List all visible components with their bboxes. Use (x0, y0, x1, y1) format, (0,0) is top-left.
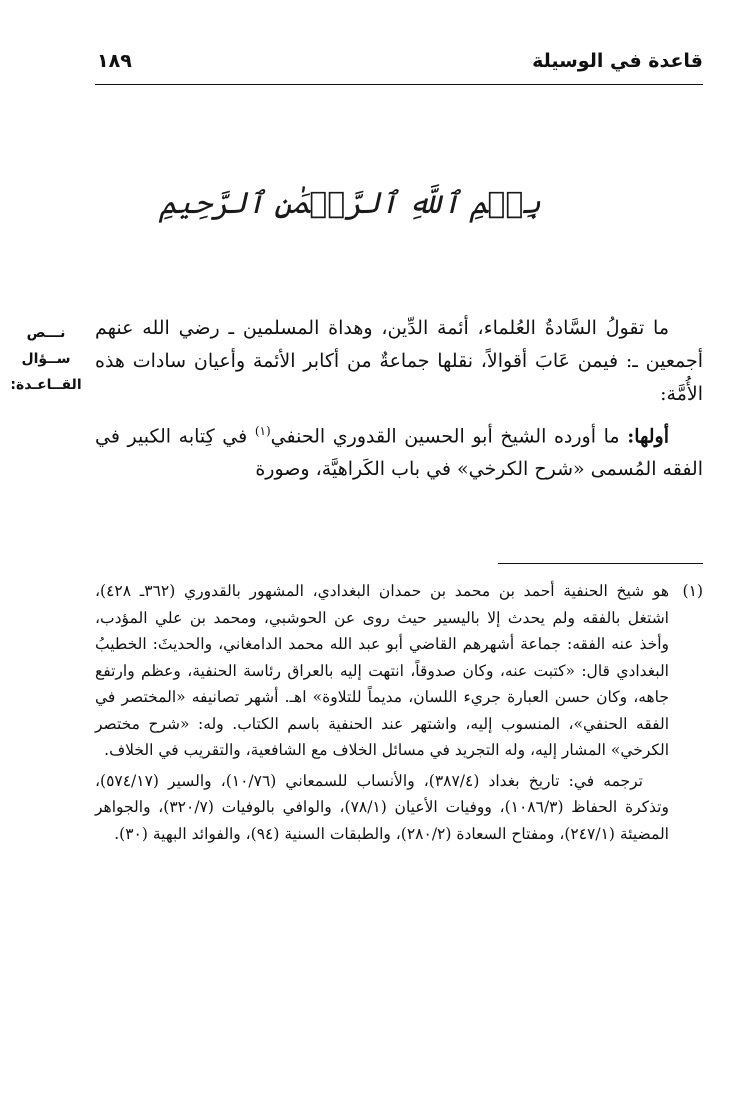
footnote-marker: (١) (254, 424, 271, 438)
intro-paragraph: ما تقولُ السَّادةُ العُلماء، أئمة الدِّين، وهداة المسلمين ـ رضي الله عنهم أجمعين ـ: فيمن عَابَ أقوالاً، نقلها جماعةٌ من أكابر الأئمة وأعيان سادات هذه الأُمَّة: (95, 317, 703, 405)
running-title: قاعدة في الوسيلة (532, 50, 703, 72)
margin-note-line-1: نـــص (26, 325, 66, 341)
margin-note-line-2: ســؤال (21, 351, 71, 367)
footnote-1-text: هو شيخ الحنفية أحمد بن محمد بن حمدان البغدادي، المشهور بالقدوري (٣٦٢ـ ٤٢٨)، اشتغل بالفقه ولم يحدث إلا باليسير حيث روى عن الحوشبي، ومحمد بن علي المؤدب، وأخذ عنه الفقه: جماعة أشهرهم القاضي أبو عبد الله محمد الدامغاني، والحديثَ: الخطيبُ البغدادي قال: «كتبت عنه، وكان صدوقاً، انتهت إليه بالعراق رئاسة الحنفية، وعظم وارتفع جاهه، وكان حسن العبارة جريء اللسان، مديماً للتلاوة» اهـ. أشهر تصانيفه «المختصر في الفقه الحنفي»، المنسوب إليه، واشتهر عند الحنفية باسم الكتاب. وله: «شرح مختصر الكرخي» المشار إليه، وله التجريد في مسائل الخلاف مع الشافعية، والتقريب في الخلاف. (95, 582, 670, 759)
first-item-text-b: في كِتابه الكبير في الفقه المُسمى «شرح الكرخي» في باب الكَراهيَّة، وصورة (95, 425, 703, 481)
first-item-label: أولها: (627, 425, 669, 448)
basmala: بِسۡمِ ٱللَّهِ ٱلرَّحۡمَٰنِ ٱلرَّحِيمِ (159, 186, 541, 221)
footnote-1 (95, 578, 703, 764)
footnote-1-references: ترجمه في: تاريخ بغداد (٣٨٧/٤)، والأنساب للسمعاني (١٠/٧٦)، والسير (٥٧٤/١٧)، وتذكرة الحفاظ (١٠٨٦/٣)، ووفيات الأعيان (٧٨/١)، والوافي بالوفيات (٣٢٠/٧)، والجواهر المضيئة (٢٤٧/١)، ومفتاح السعادة (٢٨٠/٢)، والطبقات السنية (٩٤)، والفوائد البهية (٣٠). (95, 771, 669, 843)
page-number: ١٨٩ (97, 50, 132, 72)
footnote-separator (498, 563, 703, 564)
margin-note (2, 320, 90, 398)
main-text (95, 312, 703, 486)
first-item-text-a: ما أورده الشيخ أبو الحسين القدوري الحنفي (270, 425, 628, 448)
footnote-number: (١) (682, 582, 703, 600)
first-item-paragraph (95, 415, 703, 486)
page-header (95, 48, 703, 85)
footnotes (95, 578, 703, 847)
margin-note-line-3: القــاعـدة: (10, 377, 82, 393)
